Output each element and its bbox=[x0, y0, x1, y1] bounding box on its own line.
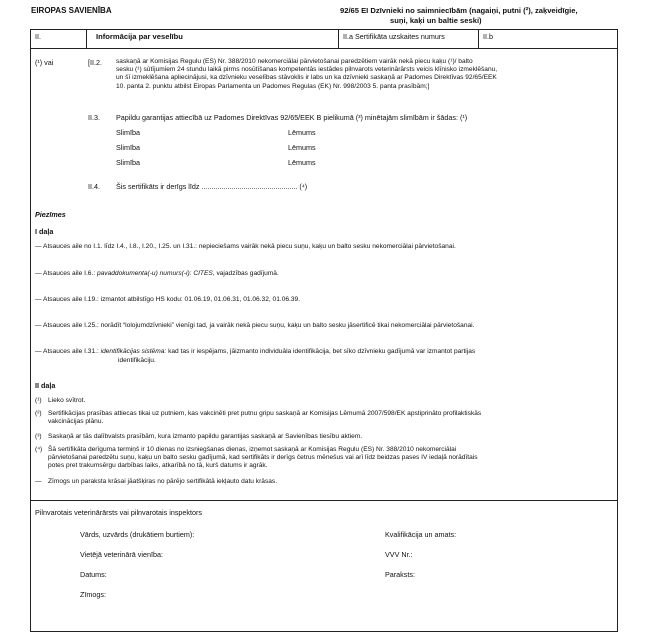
note-p2-5-text: Zīmogs un paraksta krāsai jāatšķiras no pārējo sertifikātā iekļauto datu krāsas. bbox=[48, 478, 278, 485]
notes-part2-title: II daļa bbox=[35, 381, 56, 390]
ii3-decision-2: Lēmums bbox=[288, 143, 316, 152]
note-p1-4: — Atsauces aile I.25.: norādīt “lolojumdzīvnieki” vienīgi tad, ja vairāk nekā piecu suņu, kaķu un balto sesku jāsertificē tikai nekomerciālai pārvietošanai. bbox=[35, 322, 475, 329]
note-p1-3: — Atsauces aile I.19.: izmantot atbilstīgo HS kodu: 01.06.19, 01.06.31, 01.06.32, 01.06.39. bbox=[35, 296, 301, 303]
signature-qualification-label: Kvalifikācija un amats: bbox=[385, 530, 457, 539]
note-p1-5-cont: identifikāciju. bbox=[118, 357, 156, 364]
note-p2-5-marker: — bbox=[35, 478, 42, 485]
ii4-text: Šis sertifikāts ir derīgs līdz ................................................ (⁴) bbox=[116, 182, 308, 191]
note-p1-2: — Atsauces aile I.6.: pavaddokumenta(-u) numurs(-i): CITES, vajadzības gadījumā. bbox=[35, 270, 279, 277]
cert-reference-label: II.a Sertifikāta uzskaites numurs bbox=[343, 32, 445, 41]
ii2-line-2: sesku (¹) sūtījumiem 24 stundu laikā pirms nosūtīšanas kompetentās iestādes pilnvarots veterinārārsts veicis klīnisko izmeklēšanu, bbox=[116, 66, 498, 74]
header-cert-title-line1: 92/65 EI Dzīvnieki no saimniecībām (nagaiņi, putni (²), zaķveidīgie, bbox=[340, 6, 578, 15]
note-p1-5: — Atsauces aile I.31.: identifikācijas sistēma: kad tas ir iespējams, jāizmanto individuāla identifikācija, bet sīko dzīvnieku gadījumā var izmantot partijas bbox=[35, 348, 476, 355]
signature-name-label: Vārds, uzvārds (drukātiem burtiem): bbox=[80, 530, 195, 539]
ii2-line-1: saskaņā ar Komisijas Regulu (ES) Nr. 388/2010 nekomerciālai pārvietošanai paredzētiem vairāk nekā piecu kaķu (¹)/ balto bbox=[116, 58, 473, 65]
note-p2-1-text: Lieko svītrot. bbox=[48, 397, 86, 404]
signature-heading: Pilnvarotais veterinārārsts vai pilnvarotais inspektors bbox=[35, 508, 202, 517]
note-p1-1: — Atsauces aile no I.1. līdz I.4., I.8., I.20., I.25. un I.31.: nepieciešams vairāk nekā piecu suņu, kaķu un balto sesku nekomerciālai pārvietošanai. bbox=[35, 243, 456, 250]
ii3-disease-3: Slimība bbox=[116, 158, 140, 167]
signature-sign-label: Paraksts: bbox=[385, 570, 415, 579]
ii3-text: Papildu garantijas attiecībā uz Padomes Direktīvas 92/65/EEK B pielikumā (³) minētajām slimībām ir šādas: (¹) bbox=[116, 113, 468, 122]
ii2-text bbox=[116, 58, 612, 91]
note-p2-3-marker: (³) bbox=[35, 433, 42, 440]
note-p2-1-marker: (¹) bbox=[35, 397, 42, 404]
section-title: Informācija par veselību bbox=[96, 32, 183, 41]
notes-part1-title: I daļa bbox=[35, 227, 54, 236]
note-p2-4-text: Šā sertifikāta derīguma termiņš ir 10 dienas no izsniegšanas dienas, izņemot saskaņā ar Komisijas Regulu (ES) Nr. 388/2010 nekomerciālai pārvietošanai paredzētu suņu, kaķu un balto sesku gadījumā, kad sertifikāts ir derīgs četrus mēnešus vai arī līdz beidzas pases IV iedaļā norādītais potes pret trakumsērgu darbības laiks, atkarībā no tā, kurš datums ir agrāk. bbox=[48, 446, 478, 470]
ii3-disease-1: Slimība bbox=[116, 128, 140, 137]
ii2-number: [II.2. bbox=[88, 58, 102, 67]
note-p2-2-marker: (²) bbox=[35, 410, 42, 417]
header-cert-title-line2: suņi, kaķi un baltie seski) bbox=[390, 16, 482, 25]
signature-unit-label: Vietējā veterinārā vienība: bbox=[80, 550, 163, 559]
ii2-line-3: un šī izmeklēšana apliecinājusi, ka dzīvnieku veselības stāvoklis ir labs un ka dzīvnieki saskaņā ar Padomes Direktīvas 92/65/EEK bbox=[116, 74, 497, 82]
ii3-disease-2: Slimība bbox=[116, 143, 140, 152]
signature-date-label: Datums: bbox=[80, 570, 107, 579]
ii3-number: II.3. bbox=[88, 113, 100, 122]
signature-vvv-label: VVV Nr.: bbox=[385, 550, 413, 559]
signature-stamp-label: Zīmogs: bbox=[80, 590, 106, 599]
header-union-title: EIROPAS SAVIENĪBA bbox=[31, 6, 112, 15]
ii2-line-4: 10. panta 2. punktu atbilst Eiropas Parlamenta un Padomes Regulas (EK) Nr. 998/2003 5. panta prasībām;] bbox=[116, 82, 430, 90]
ii3-decision-3: Lēmums bbox=[288, 158, 316, 167]
section-number: II. bbox=[35, 32, 41, 41]
note-p2-2-text: Sertifikācijas prasības attiecas tikai uz putniem, kas vakcinēti pret putnu gripu saskaņā ar Komisijas Lēmumā 2007/598/EK apstiprināto profilaktiskās vakcinācijas plānu. bbox=[48, 410, 482, 426]
signature-divider bbox=[30, 500, 618, 501]
cert-reference-b-label: II.b bbox=[483, 32, 493, 41]
note-p2-4-marker: (⁴) bbox=[35, 446, 43, 453]
ii3-decision-1: Lēmums bbox=[288, 128, 316, 137]
notes-title: Piezīmes bbox=[35, 210, 66, 219]
note-p2-3-text: Saskaņā ar tās dalībvalsts prasībām, kura izmanto papildu garantijas saskaņā ar Savienības tiesību aktiem. bbox=[48, 433, 363, 440]
ii4-number: II.4. bbox=[88, 182, 100, 191]
ii2-option-label: (¹) vai bbox=[35, 58, 54, 67]
